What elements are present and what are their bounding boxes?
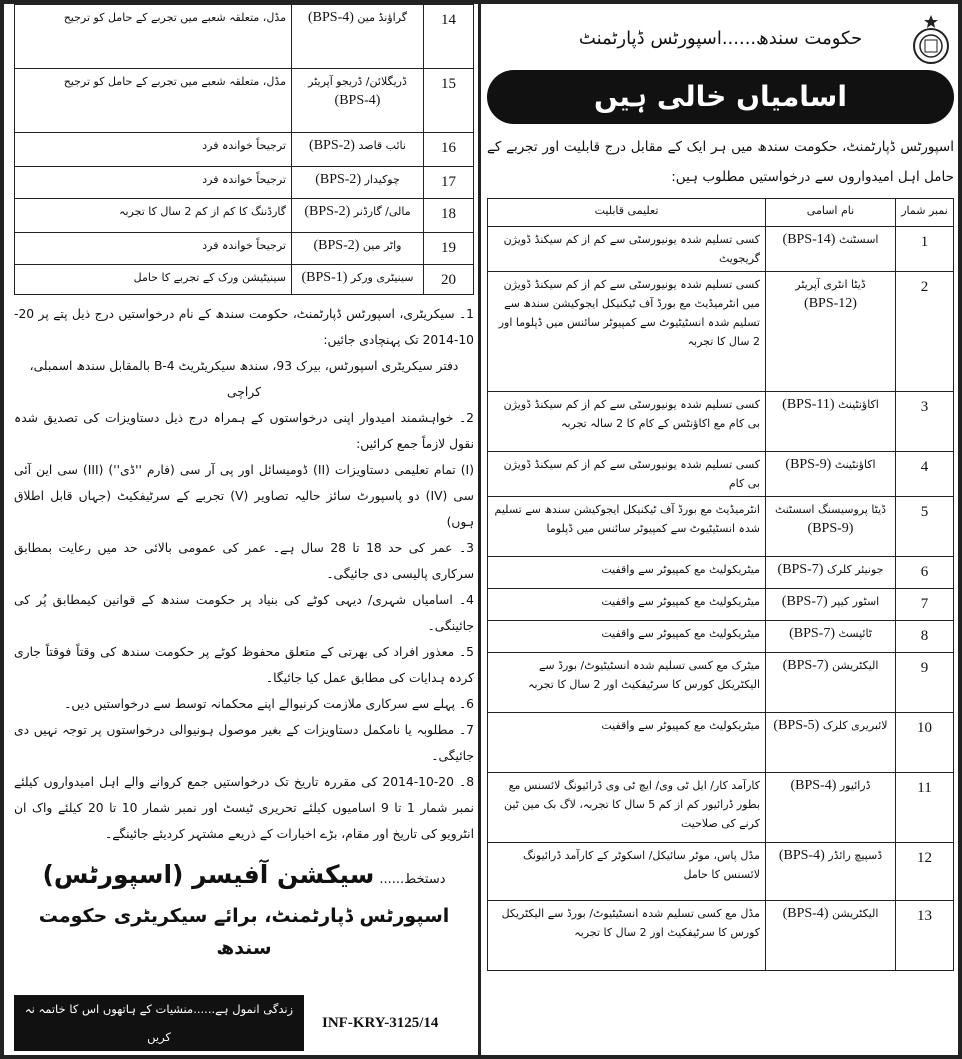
note-4: 4۔ اسامیاں شہری/ دیہی کوٹے کی بنیاد پر حکومت سندھ کے قوانین کیمطابق پُر کی جائینگی۔: [14, 593, 474, 633]
sindh-seal-logo: [910, 14, 952, 66]
qualification: کارآمد کار/ ایل ٹی وی/ ایچ ٹی وی ڈرائیونگ لائسنس مع بطور ڈرائیور کم از کم 5 سال کا تجربہ، لاگ بک مین ٹین کرنے کی صلاحیت: [488, 773, 766, 843]
qualification: مڈل، متعلقہ شعبے میں تجربے کے حامل کو ترجیح: [15, 69, 292, 133]
table-row: [15, 69, 474, 133]
pay-scale: (BPS-1): [301, 270, 348, 285]
table-row: [15, 167, 474, 199]
qualification: میٹریکولیٹ مع کمپیوٹر سے واقفیت: [488, 589, 766, 621]
pay-scale: (BPS-7): [781, 594, 828, 609]
qualification: کسی تسلیم شدہ یونیورسٹی سے کم از کم سیکنڈ ڈویژن بی کام مع اکاؤنٹس کے کام کا 2 سالہ تجربہ: [488, 392, 766, 452]
header-post: نام اسامی: [766, 199, 896, 227]
serial-number: 1: [896, 227, 954, 272]
intro-text: اسپورٹس ڈپارٹمنٹ، حکومت سندھ میں ہر ایک کے مقابل درج قابلیت اور تجربے کے حامل اہل امیدواروں سے درخواستیں مطلوب ہیں:: [487, 139, 954, 185]
header-serial: نمبر شمار: [896, 199, 954, 227]
pay-scale: (BPS-9): [785, 457, 832, 472]
vacancies-table-right: [487, 198, 954, 971]
documents-list: (I) تمام تعلیمی دستاویزات (II) ڈومیسائل اور پی آر سی (فارم ''ڈی'') (III) سی این آئی سی (IV) دو پاسپورٹ سائز حالیہ تصاویر (V) تجربے کے سرٹیفکیٹ (جہاں قابل اطلاق ہوں): [14, 463, 474, 529]
serial-number: 3: [896, 392, 954, 452]
note-5: 5۔ معذور افراد کی بھرتی کے متعلق محفوظ کوٹے پر حکومت سندھ کی وقتاً فوقتاً جاری کردہ ہدایات کی مطابق عمل کیا جائیگا۔: [14, 645, 474, 685]
pay-scale: (BPS-4): [790, 778, 837, 793]
table-row: [488, 589, 954, 621]
pay-scale: (BPS-9): [807, 521, 854, 536]
post-name-cell: [766, 497, 896, 557]
pay-scale: (BPS-4): [778, 848, 825, 863]
header: [487, 12, 954, 66]
post-name-cell: [292, 199, 424, 233]
table-row: [488, 621, 954, 653]
signature-subtitle: اسپورٹس ڈپارٹمنٹ، برائے سیکریٹری حکومت سندھ: [38, 905, 450, 959]
serial-number: 13: [896, 901, 954, 971]
qualification: انٹرمیڈیٹ مع بورڈ آف ٹیکنیکل ایجوکیشن سندھ سے تسلیم شدہ انسٹیٹیوٹ سے کمپیوٹر سائنس میں ڈپلوما: [488, 497, 766, 557]
pay-scale: (BPS-2): [304, 204, 351, 219]
pay-scale: (BPS-14): [782, 232, 836, 247]
post-name-cell: [766, 773, 896, 843]
vacancies-banner: اسامیاں خالی ہیں: [487, 70, 954, 124]
serial-number: 15: [424, 69, 474, 133]
post-name: ڈسپیچ رائڈر: [828, 849, 883, 862]
post-name-cell: [766, 272, 896, 392]
pay-scale: (BPS-4): [334, 93, 381, 108]
note-2: 2۔ خواہشمند امیدوار اپنی درخواستوں کے ہمراہ درج ذیل دستاویزات کی تصدیق شدہ نقول لازماً جمع کرائیں:: [14, 411, 474, 451]
serial-number: 9: [896, 653, 954, 713]
table-row: [488, 713, 954, 773]
post-name-cell: [766, 589, 896, 621]
post-name: چوکیدار: [364, 173, 400, 186]
post-name: اسٹور کیپر: [831, 595, 880, 608]
signature-title: [14, 855, 474, 900]
pay-scale: (BPS-4): [782, 906, 829, 921]
note-8: 8۔ 20-10-2014 کی مقررہ تاریخ تک درخواستیں جمع کروانے والے اہل امیدواروں کیلئے نمبر شمار 1 تا 9 اسامیوں کیلئے تحریری ٹیسٹ اور نمبر شمار 10 تا 20 کیلئے واک ان انٹرویو کی تاریخ اور مقام، بڑے اخبارات کے ذریعے مشتہر کردیئے جائینگے۔: [14, 775, 475, 841]
qualification: سینیٹیشن ورک کے تجربے کا حامل: [15, 265, 292, 295]
pay-scale: (BPS-7): [789, 626, 835, 641]
note-6: 6۔ پہلے سے سرکاری ملازمت کرنیوالے اپنے محکمانہ توسط سے درخواستیں دیں۔: [64, 697, 474, 711]
serial-number: 19: [424, 233, 474, 265]
post-name-cell: [292, 133, 424, 167]
serial-number: 16: [424, 133, 474, 167]
post-name: الیکٹریشن: [831, 659, 879, 672]
serial-number: 17: [424, 167, 474, 199]
table-row: [488, 557, 954, 589]
table-row: [15, 199, 474, 233]
serial-number: 6: [896, 557, 954, 589]
qualification: میٹریکولیٹ مع کمپیوٹر سے واقفیت: [488, 557, 766, 589]
pay-scale: (BPS-11): [782, 397, 835, 412]
right-column: [481, 4, 958, 1055]
footer: [14, 989, 474, 1051]
qualification: میٹرک مع کسی تسلیم شدہ انسٹیٹیوٹ/ بورڈ سے الیکٹریکل کورس کا سرٹیفکیٹ اور 2 سال کا تجربہ: [488, 653, 766, 713]
post-name: لائبریری کلرک: [822, 719, 888, 732]
note-7: 7۔ مطلوبہ یا نامکمل دستاویزات کے بغیر موصول ہونیوالی درخواستوں پر توجہ نہیں دی جائیگی۔: [14, 723, 474, 763]
department-heading: حکومت سندھ......اسپورٹس ڈپارٹمنٹ: [578, 28, 863, 49]
address: دفتر سیکریٹری اسپورٹس، بیرک 93، سندھ سیکریٹریٹ B-4 بالمقابل سندھ اسمبلی، کراچی: [29, 359, 459, 399]
post-name: نائب قاصد: [358, 139, 406, 152]
pay-scale: (BPS-7): [782, 658, 829, 673]
post-name-cell: [292, 167, 424, 199]
table-row: [488, 452, 954, 497]
post-name: سینیٹری ورکر: [350, 271, 414, 284]
pay-scale: (BPS-2): [315, 172, 362, 187]
pay-scale: (BPS-7): [777, 562, 824, 577]
serial-number: 14: [424, 5, 474, 69]
pay-scale: (BPS-2): [309, 138, 355, 153]
qualification: مڈل مع کسی تسلیم شدہ انسٹیٹیوٹ/ بورڈ سے الیکٹریکل کورس کا سرٹیفکیٹ اور 2 سال کا تجربہ: [488, 901, 766, 971]
serial-number: 4: [896, 452, 954, 497]
serial-number: 12: [896, 843, 954, 901]
post-name-cell: [766, 227, 896, 272]
qualification: کسی تسلیم شدہ یونیورسٹی سے کم از کم سیکنڈ ڈویژن بی کام: [488, 452, 766, 497]
post-name-cell: [766, 621, 896, 653]
post-name-cell: [766, 901, 896, 971]
qualification: میٹریکولیٹ مع کمپیوٹر سے واقفیت: [488, 621, 766, 653]
post-name: گراؤنڈ مین: [357, 11, 407, 24]
qualification: ترجیحاً خواندہ فرد: [15, 133, 292, 167]
post-name: ٹائپسٹ: [838, 627, 872, 640]
qualification: گارڈننگ کا کم از کم 2 سال کا تجربہ: [15, 199, 292, 233]
post-name-cell: [766, 843, 896, 901]
serial-number: 8: [896, 621, 954, 653]
qualification: میٹریکولیٹ مع کمپیوٹر سے واقفیت: [488, 713, 766, 773]
serial-number: 18: [424, 199, 474, 233]
serial-number: 10: [896, 713, 954, 773]
section-officer: سیکشن آفیسر (اسپورٹس): [42, 860, 375, 889]
post-name: الیکٹریشن: [831, 907, 879, 920]
post-name-cell: [292, 265, 424, 295]
pay-scale: (BPS-5): [773, 718, 820, 733]
table-row: [488, 227, 954, 272]
qualification: ترجیحاً خواندہ فرد: [15, 233, 292, 265]
left-column: [4, 4, 481, 1055]
post-name-cell: [766, 452, 896, 497]
signature-prefix: دستخط......: [379, 872, 446, 887]
serial-number: 20: [424, 265, 474, 295]
pay-scale: (BPS-4): [307, 10, 354, 25]
serial-number: 7: [896, 589, 954, 621]
reference-number: INF-KRY-3125/14: [322, 1015, 439, 1031]
post-name: ڈریگلائن/ ڈریجو آپریٹر: [308, 75, 407, 88]
post-name-cell: [292, 233, 424, 265]
qualification: ترجیحاً خواندہ فرد: [15, 167, 292, 199]
serial-number: 11: [896, 773, 954, 843]
post-name: اکاؤنٹینٹ: [838, 398, 879, 411]
table-row: [488, 272, 954, 392]
post-name-cell: [766, 557, 896, 589]
pay-scale: (BPS-12): [804, 296, 857, 311]
table-row: [488, 497, 954, 557]
anti-drug-slogan: زندگی انمول ہے......منشیات کے ہاتھوں اس کا خاتمہ نہ کریں: [14, 995, 304, 1051]
post-name-cell: [292, 69, 424, 133]
post-name-cell: [766, 713, 896, 773]
note-1: 1۔ سیکریٹری، اسپورٹس ڈپارٹمنٹ، حکومت سندھ کے نام درخواستیں درج ذیل پتے پر 20-10-2014 تک پہنچادی جائیں:: [14, 307, 474, 347]
header-qualification: تعلیمی قابلیت: [488, 199, 766, 227]
post-name: جونیئر کلرک: [826, 563, 884, 576]
table-row: [15, 265, 474, 295]
post-name: اکاؤنٹینٹ: [834, 458, 876, 471]
vacancies-table-left: [14, 4, 474, 295]
post-name-cell: [766, 653, 896, 713]
note-3: 3۔ عمر کی حد 18 تا 28 سال ہے۔ عمر کی عمومی بالائی حد میں رعایت بمطابق سرکاری پالیسی دی جائیگی۔: [14, 541, 474, 581]
table-row: [488, 901, 954, 971]
post-name-cell: [292, 5, 424, 69]
serial-number: 5: [896, 497, 954, 557]
post-name: ڈیٹا انٹری آپریٹر: [795, 278, 866, 291]
table-row: [488, 843, 954, 901]
post-name: ڈیٹا پروسیسنگ اسسٹنٹ: [774, 503, 887, 516]
post-name: واٹر مین: [362, 239, 402, 252]
post-name-cell: [766, 392, 896, 452]
qualification: کسی تسلیم شدہ یونیورسٹی سے کم از کم سیکنڈ ڈویژن گریجویٹ: [488, 227, 766, 272]
table-row: [15, 5, 474, 69]
post-name: مالی/ گارڈنر: [353, 205, 411, 218]
serial-number: 2: [896, 272, 954, 392]
qualification: کسی تسلیم شدہ یونیورسٹی سے کم از کم سیکنڈ ڈویژن میں انٹرمیڈیٹ مع بورڈ آف ٹیکنیکل ایجوکیشن سندھ سے تسلیم شدہ انسٹیٹیوٹ سے کمپیوٹر سائنس میں ڈپلوما اور 2 سال کا تجربہ: [488, 272, 766, 392]
pay-scale: (BPS-2): [313, 238, 360, 253]
table-row: [15, 133, 474, 167]
qualification: مڈل، متعلقہ شعبے میں تجربے کے حامل کو ترجیح: [15, 5, 292, 69]
post-name: اسسٹنٹ: [838, 233, 879, 246]
post-name: ڈرائیور: [839, 779, 871, 792]
table-row: [488, 773, 954, 843]
table-row: [488, 392, 954, 452]
table-row: [15, 233, 474, 265]
table-row: [488, 653, 954, 713]
instructions: [14, 301, 474, 847]
qualification: مڈل پاس، موٹر سائیکل/ اسکوٹر کے کارآمد ڈرائیونگ لائسنس کا حامل: [488, 843, 766, 901]
